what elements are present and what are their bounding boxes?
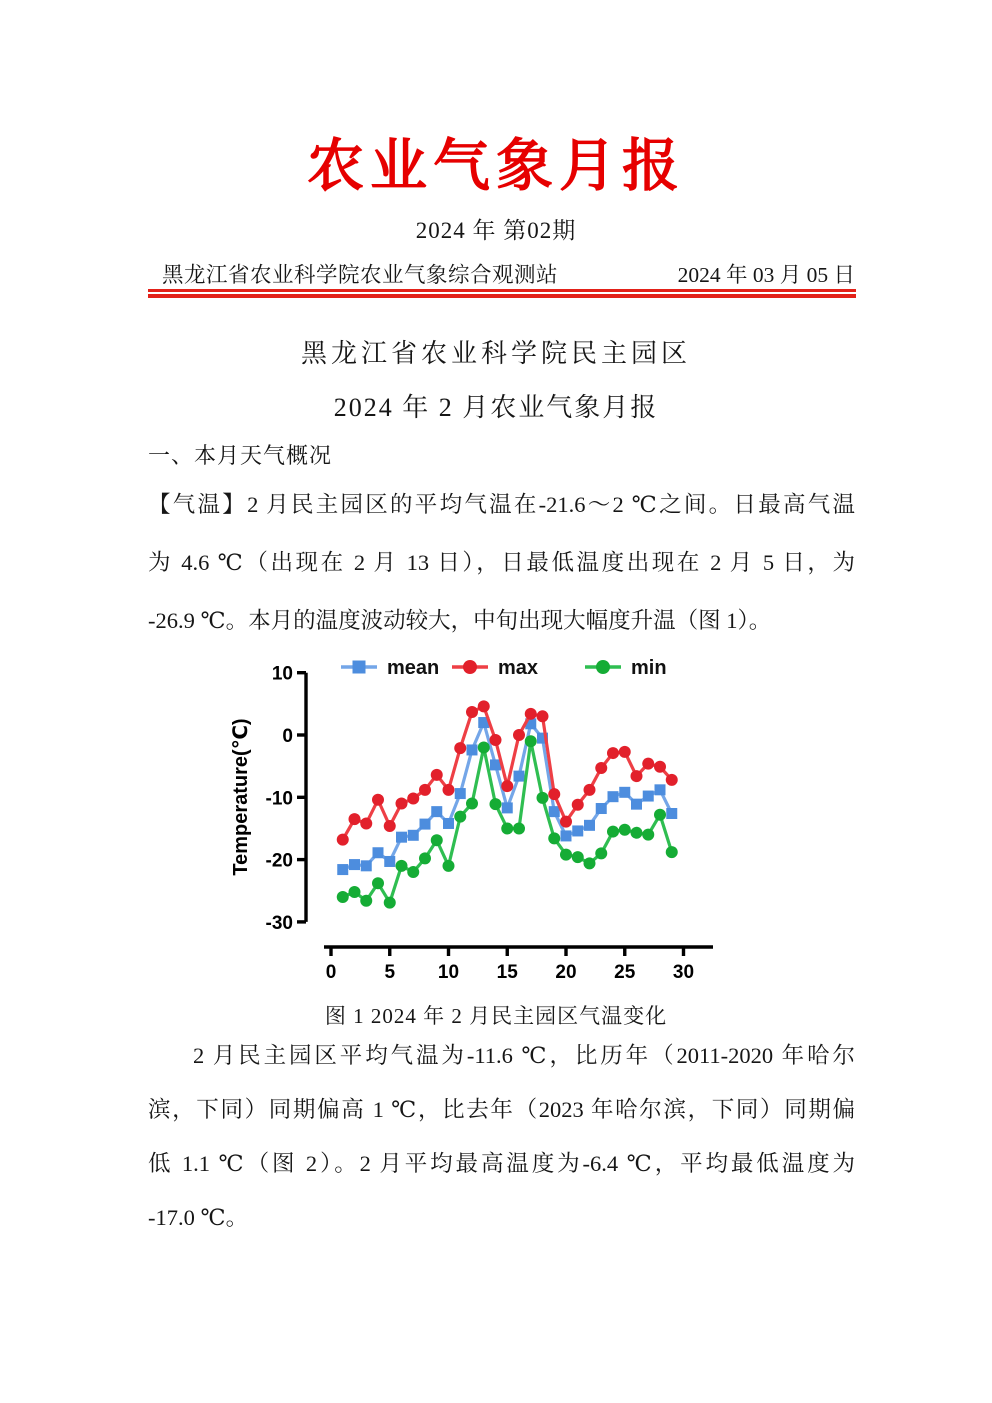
- svg-text:15: 15: [496, 962, 518, 983]
- svg-text:-20: -20: [265, 850, 293, 872]
- doc-heading-line1: 黑龙江省农业科学院民主园区: [300, 339, 691, 368]
- paragraph-line: 【气温】2 月民主园区的平均气温在-21.6～2 ℃之间。日最高气温: [148, 492, 855, 517]
- svg-text:5: 5: [384, 962, 396, 983]
- svg-text:30: 30: [672, 962, 695, 983]
- paragraph-weather-overview: [148, 487, 855, 661]
- svg-text:mean: mean: [387, 657, 440, 679]
- issue-number: 2024 年 第02期: [415, 218, 577, 243]
- svg-text:10: 10: [271, 663, 293, 685]
- svg-text:25: 25: [614, 962, 636, 983]
- paragraph-line: 2 月民主园区平均气温为-11.6 ℃，比历年（2011-2020 年哈尔: [193, 1043, 855, 1068]
- doc-heading-line2: 2024 年 2 月农业气象月报: [333, 393, 659, 422]
- svg-text:-10: -10: [265, 788, 293, 810]
- paragraph-temperature-comparison: [148, 1038, 855, 1254]
- svg-text:Temperature(℃): Temperature(℃): [230, 718, 252, 876]
- svg-text:0: 0: [282, 726, 293, 747]
- report-date: 2024 年 03 月 05 日: [677, 263, 855, 287]
- double-rule-divider: [148, 289, 856, 299]
- paragraph-line: 低 1.1 ℃（图 2）。2 月平均最高温度为-6.4 ℃，平均最低温度为: [148, 1151, 855, 1176]
- svg-text:min: min: [631, 657, 667, 679]
- paragraph-line: 为 4.6 ℃（出现在 2 月 13 日），日最低温度出现在 2 月 5 日，为: [148, 550, 855, 575]
- rule-bar-bottom: [148, 294, 856, 298]
- fig1-caption: 图 1 2024 年 2 月民主园区气温变化: [324, 1004, 668, 1028]
- temperature-line-chart-svg: [225, 645, 730, 990]
- svg-text:20: 20: [555, 962, 577, 983]
- svg-text:0: 0: [325, 962, 337, 983]
- svg-text:10: 10: [437, 962, 460, 983]
- section-heading: 一、本月天气概况: [148, 443, 333, 468]
- fig1-temperature-chart: [225, 645, 730, 990]
- svg-text:max: max: [498, 657, 539, 679]
- paragraph-line: -26.9 ℃。本月的温度波动较大，中旬出现大幅度升温（图 1）。: [148, 608, 772, 633]
- station-name: 黑龙江省农业科学院农业气象综合观测站: [162, 263, 559, 287]
- report-title: 农业气象月报: [307, 135, 685, 198]
- svg-text:-30: -30: [265, 912, 293, 934]
- paragraph-line: 滨，下同）同期偏高 1 ℃，比去年（2023 年哈尔滨，下同）同期偏: [148, 1097, 855, 1122]
- paragraph-line: -17.0 ℃。: [148, 1205, 249, 1230]
- station-date-row: [148, 258, 855, 289]
